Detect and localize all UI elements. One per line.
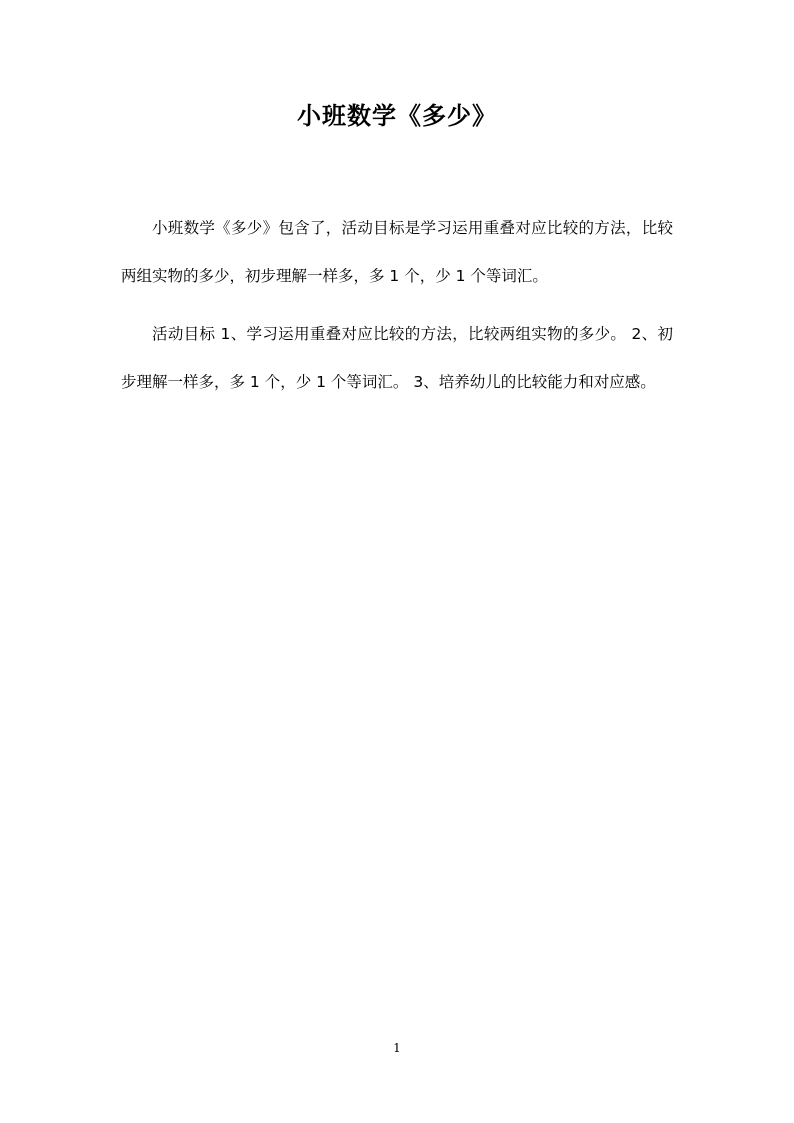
document-body bbox=[121, 204, 673, 416]
document-title: 小班数学《多少》 bbox=[297, 101, 497, 130]
paragraph-intro: 小班数学《多少》包含了，活动目标是学习运用重叠对应比较的方法，比较两组实物的多少，初步理解一样多，多 1 个，少 1 个等词汇。 bbox=[121, 219, 673, 285]
page-number: 1 bbox=[393, 1041, 401, 1055]
paragraph-goals: 活动目标 1、学习运用重叠对应比较的方法，比较两组实物的多少。 2、初步理解一样多，多 1 个，少 1 个等词汇。 3、培养幼儿的比较能力和对应感。 bbox=[121, 325, 673, 391]
